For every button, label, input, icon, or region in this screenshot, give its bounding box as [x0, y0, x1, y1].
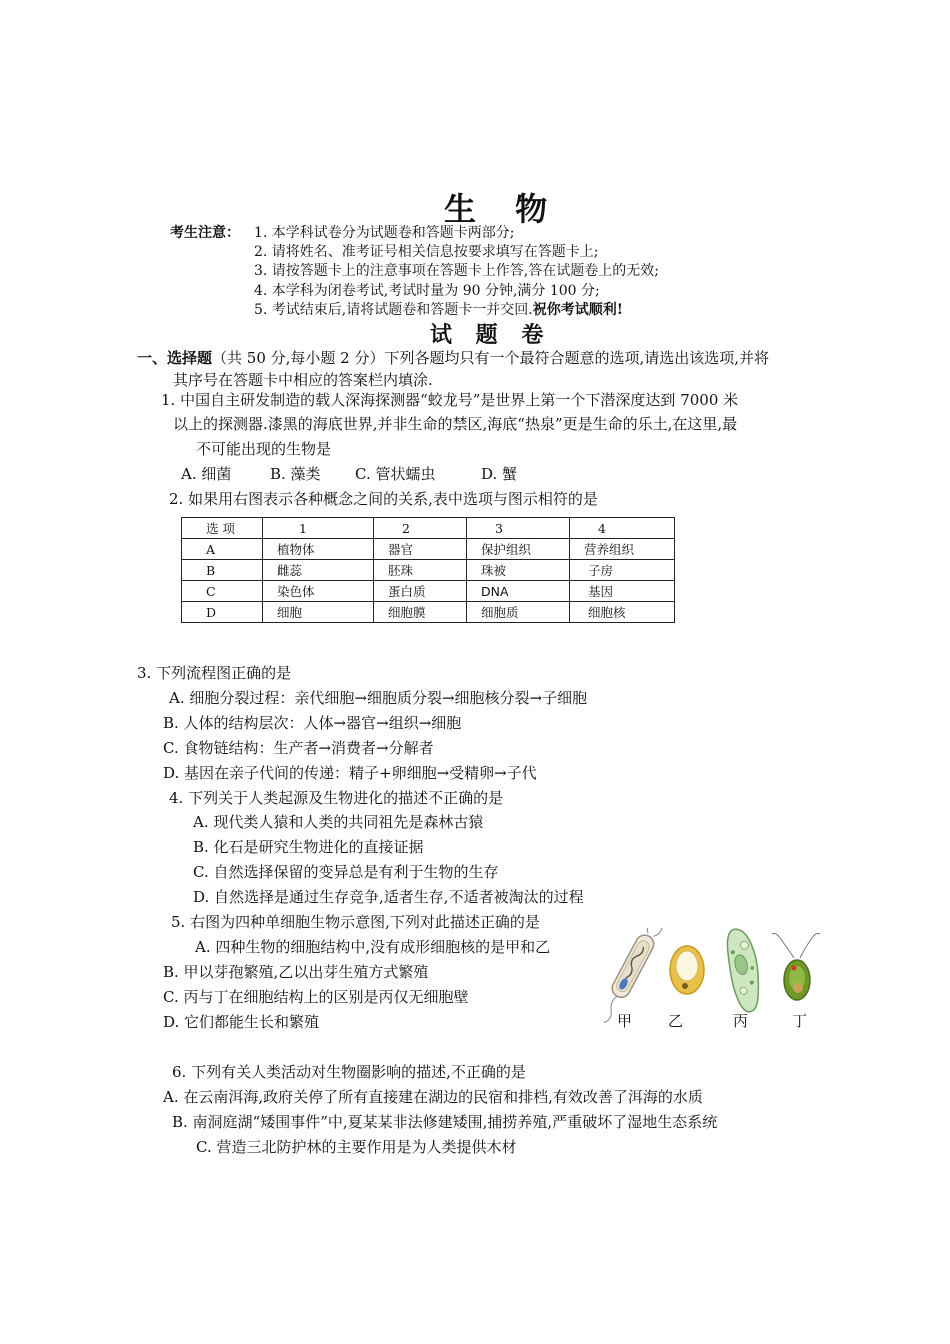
question-6-stem: 6. 下列有关人类活动对生物圈影响的描述,不正确的是	[172, 1063, 526, 1081]
table-cell: 细胞膜	[374, 602, 467, 623]
figure-label: 甲	[617, 1012, 633, 1030]
table-cell: 子房	[570, 560, 675, 581]
bacterium-illustration	[604, 928, 669, 1027]
paramecium-illustration	[720, 928, 768, 1014]
table-cell: B	[182, 560, 263, 581]
question-3-option: B. 人体的结构层次：人体→器官→组织→细胞	[163, 714, 462, 732]
table-header-cell: 1	[263, 518, 374, 539]
question-3-stem: 3. 下列流程图正确的是	[137, 664, 292, 682]
question-6-option: B. 南洞庭湖“矮围事件”中,夏某某非法修建矮围,捕捞养殖,严重破坏了湿地生态系统	[172, 1113, 718, 1131]
table-cell: 珠被	[467, 560, 570, 581]
wish-text: 祝你考试顺利!	[532, 302, 623, 318]
table-cell: 蛋白质	[374, 581, 467, 602]
question-1-option: C. 管状蠕虫	[355, 465, 436, 483]
table-header-cell: 2	[374, 518, 467, 539]
notice-label: 考生注意：	[170, 225, 240, 241]
table-header-row	[182, 518, 675, 539]
question-4-stem: 4. 下列关于人类起源及生物进化的描述不正确的是	[169, 789, 504, 807]
page-title: 生 物	[444, 190, 562, 228]
question-5-option: D. 它们都能生长和繁殖	[163, 1013, 320, 1031]
notice-item-text: 5. 考试结束后,请将试题卷和答题卡一并交回.	[254, 302, 533, 318]
notice-item: 2. 请将姓名、准考证号相关信息按要求填写在答题卡上;	[254, 244, 599, 260]
question-1-option: B. 藻类	[270, 465, 321, 483]
notice-item: 1. 本学科试卷分为试题卷和答题卡两部分;	[254, 225, 515, 241]
table-header-cell: 3	[467, 518, 570, 539]
section-intro	[137, 347, 769, 368]
question-6-option: C. 营造三北防护林的主要作用是为人类提供木材	[196, 1138, 517, 1156]
table-cell: 雌蕊	[263, 560, 374, 581]
question-6-option: A. 在云南洱海,政府关停了所有直接建在湖边的民宿和排档,有效改善了洱海的水质	[163, 1088, 703, 1106]
table-cell: 保护组织	[467, 539, 570, 560]
section-subtitle: 试 题 卷	[430, 323, 552, 348]
question-2-table	[181, 517, 675, 623]
question-4-option: A. 现代类人猿和人类的共同祖先是森林古猿	[193, 813, 484, 831]
figure-label: 丁	[792, 1012, 808, 1030]
yeast-illustration	[670, 946, 704, 994]
table-cell: 基因	[570, 581, 675, 602]
question-1-option: D. 蟹	[481, 465, 518, 483]
section-heading: 一、选择题	[137, 349, 213, 367]
figure-label: 丙	[733, 1012, 749, 1030]
question-3-option: D. 基因在亲子代间的传递：精子+卵细胞→受精卵→子代	[163, 764, 537, 782]
question-4-option: C. 自然选择保留的变异总是有利于生物的生存	[193, 863, 499, 881]
section-intro-text: （共 50 分,每小题 2 分）下列各题均只有一个最符合题意的选项,请选出该选项,并将	[212, 349, 770, 367]
notice-item	[254, 299, 623, 319]
question-1-stem: 1. 中国自主研发制造的载人深海探测器“蛟龙号”是世界上第一个下潜深度达到 7000 米	[161, 391, 739, 409]
notice-item: 3. 请按答题卡上的注意事项在答题卡上作答,答在试题卷上的无效;	[254, 263, 659, 279]
table-cell: 器官	[374, 539, 467, 560]
question-5-option: C. 丙与丁在细胞结构上的区别是丙仅无细胞壁	[163, 988, 469, 1006]
table-cell: A	[182, 539, 263, 560]
question-3-option: A. 细胞分裂过程：亲代细胞→细胞质分裂→细胞核分裂→子细胞	[169, 689, 588, 707]
table-row	[182, 560, 675, 581]
table-cell: 细胞核	[570, 602, 675, 623]
question-3-option: C. 食物链结构：生产者→消费者→分解者	[163, 739, 434, 757]
question-5-option: A. 四种生物的细胞结构中,没有成形细胞核的是甲和乙	[195, 938, 551, 956]
table-cell: 胚珠	[374, 560, 467, 581]
question-1-stem-line: 不可能出现的生物是	[196, 440, 332, 458]
table-row	[182, 602, 675, 623]
table-cell: 染色体	[263, 581, 374, 602]
question-4-option: B. 化石是研究生物进化的直接证据	[193, 838, 424, 856]
notice-item: 4. 本学科为闭卷考试,考试时量为 90 分钟,满分 100 分;	[254, 283, 600, 299]
question-1-option: A. 细菌	[181, 465, 232, 483]
chlamydomonas-illustration	[772, 934, 820, 1001]
question-4-option: D. 自然选择是通过生存竞争,适者生存,不适者被淘汰的过程	[193, 888, 584, 906]
table-row	[182, 581, 675, 602]
table-header-cell: 选 项	[182, 518, 263, 539]
table-cell: 植物体	[263, 539, 374, 560]
table-header-cell: 4	[570, 518, 675, 539]
question-5-option: B. 甲以芽孢繁殖,乙以出芽生殖方式繁殖	[163, 963, 429, 981]
table-cell: C	[182, 581, 263, 602]
table-cell: D	[182, 602, 263, 623]
question-1-stem-line: 以上的探测器.漆黑的海底世界,并非生命的禁区,海底“热泉”更是生命的乐土,在这里,最	[173, 415, 738, 433]
table-cell: 细胞	[263, 602, 374, 623]
figure-label: 乙	[668, 1012, 684, 1030]
question-2-stem: 2. 如果用右图表示各种概念之间的关系,表中选项与图示相符的是	[169, 490, 598, 508]
table-cell: 营养组织	[570, 539, 675, 560]
table-cell: DNA	[467, 581, 570, 602]
question-5-stem: 5. 右图为四种单细胞生物示意图,下列对此描述正确的是	[171, 913, 540, 931]
table-cell: 细胞质	[467, 602, 570, 623]
table-row	[182, 539, 675, 560]
section-intro-line: 其序号在答题卡中相应的答案栏内填涂.	[173, 371, 433, 389]
